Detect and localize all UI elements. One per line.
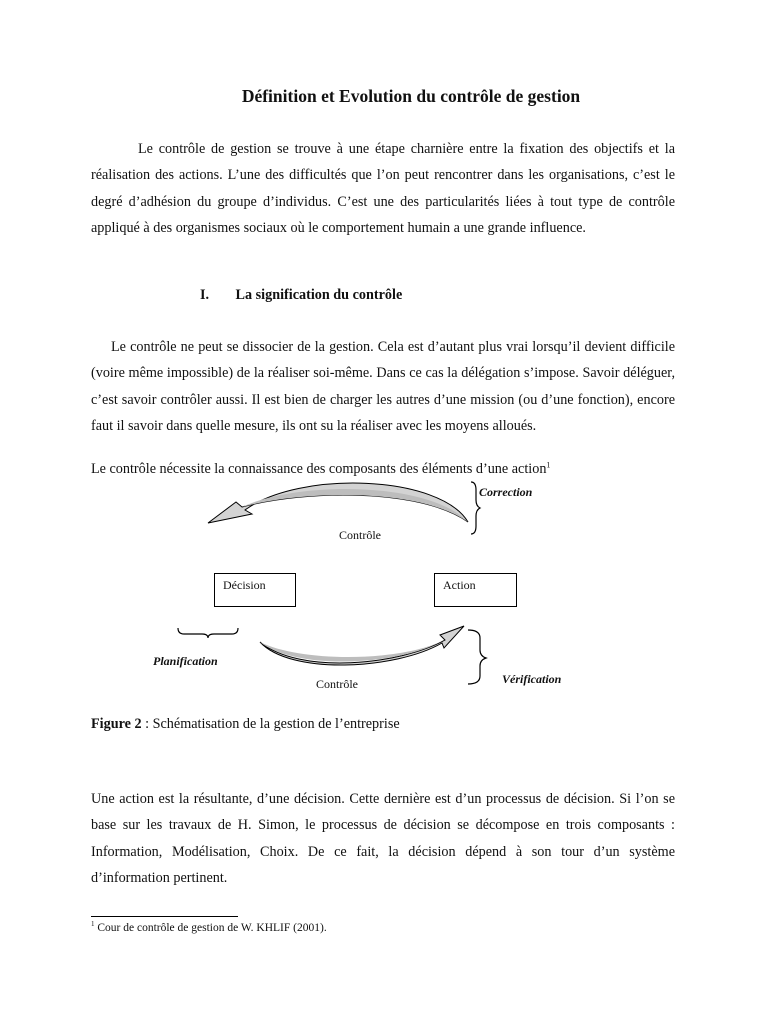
footnote-number: 1 (91, 920, 95, 929)
action-label: Action (443, 578, 476, 592)
footnote-separator (91, 916, 238, 917)
top-curved-arrow-shade (242, 489, 468, 522)
figure-caption-text: : Schématisation de la gestion de l’entreprise (141, 716, 400, 732)
verification-label: Vérification (502, 672, 562, 686)
decision-box (214, 573, 296, 607)
bottom-curved-arrow-shade (260, 642, 440, 662)
section-title: La signification du contrôle (235, 287, 403, 303)
action-line-text: Le contrôle nécessite la connaissance des composants des éléments d’une action (91, 461, 547, 477)
verification-brace (468, 630, 486, 684)
section-number: I. (200, 287, 210, 303)
figure-caption (91, 716, 400, 733)
section-paragraph: Le contrôle ne peut se dissocier de la gestion. Cela est d’autant plus vrai lorsqu’il devient difficile (voire même impossible) de la réaliser soi-même. Dans ce cas la délégation s’impose. Savoir déléguer, c’est savoir contrôler aussi. Il est bien de charger les autres d’une mission (ou d’une fonction), encore faut il savoir dans quelle mesure, ils ont su la réaliser avec les moyens alloués. (91, 339, 675, 434)
footnote-reference: 1 (546, 460, 551, 470)
planification-brace (178, 628, 238, 638)
diagram-graphics (0, 470, 768, 700)
footnote (91, 922, 327, 934)
section-heading (200, 287, 402, 304)
planification-label: Planification (153, 654, 218, 668)
correction-label: Correction (479, 485, 533, 499)
footnote-text: Cour de contrôle de gestion de W. KHLIF (2001). (94, 922, 327, 934)
controle-top-label: Contrôle (339, 528, 381, 542)
intro-paragraph: Le contrôle de gestion se trouve à une étape charnière entre la fixation des objectifs et la réalisation des actions. L’une des difficultés que l’on peut rencontrer dans les organisations, c’est le degré d’adhésion du groupe d’individus. C’est une des particularités liées à tout type de contrôle appliqué à des organismes sociaux où le comportement humain a une grande influence. (91, 141, 675, 236)
controle-bottom-label: Contrôle (316, 677, 358, 691)
decision-label: Décision (223, 578, 266, 592)
figure-caption-label: Figure 2 (91, 716, 142, 732)
management-cycle-diagram (0, 470, 768, 700)
action-box (434, 573, 517, 607)
document-title: Définition et Evolution du contrôle de gestion (241, 86, 581, 106)
closing-paragraph: Une action est la résultante, d’une décision. Cette dernière est d’un processus de décision. Si l’on se base sur les travaux de H. Simon, le processus de décision se décompose en trois composants : Information, Modélisation, Choix. De ce fait, la décision dépend à son tour d’un système d’information pertinent. (91, 791, 675, 886)
